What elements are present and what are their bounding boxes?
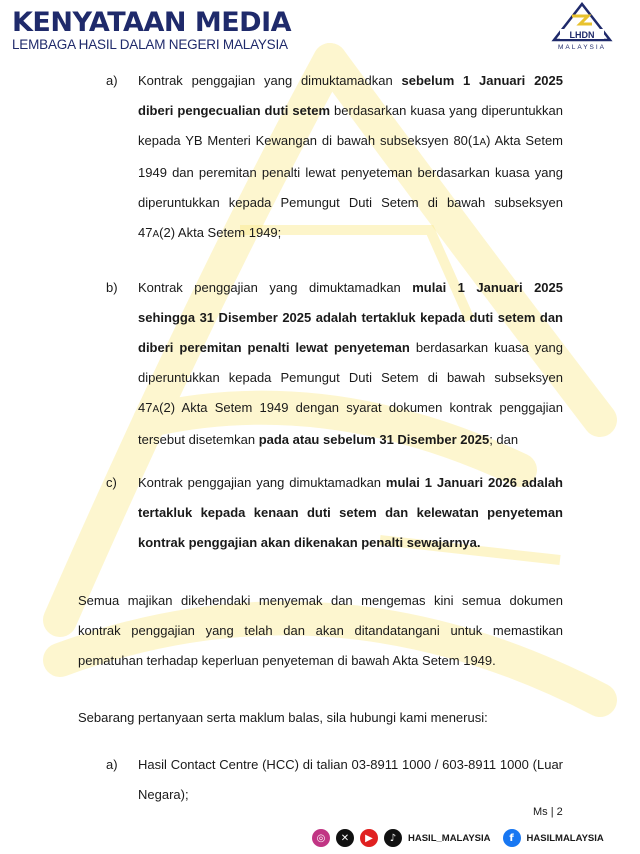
social-footer [312, 826, 604, 850]
instagram-icon[interactable]: ◎ [312, 829, 330, 847]
header-subtitle: LEMBAGA HASIL DALAM NEGERI MALAYSIA [12, 37, 288, 52]
list-marker: a) [106, 73, 118, 88]
list-item-text: Kontrak penggajian yang dimuktamadkan mulai 1 Januari 2026 adalah tertakluk kepada kenaan duti setem dan kelewatan penyeteman kontrak penggajian akan dikenakan penalti sewajarnya. [138, 475, 563, 550]
lhdn-logo [550, 2, 614, 54]
handle-hasil-malaysia[interactable]: HASIL_MALAYSIA [408, 832, 491, 844]
list-item-text: Kontrak penggajian yang dimuktamadkan sebelum 1 Januari 2025 diberi pengecualian duti setem berdasarkan kuasa yang diperuntukkan kepada YB Menteri Kewangan di bawah subseksyen 80(1A) Akta Setem 1949 dan peremitan penalti lewat penyeteman berdasarkan kuasa yang diperuntukkan kepada Pemungut Duti Setem di bawah subseksyen 47A(2) Akta Setem 1949; [138, 73, 564, 240]
list-marker: c) [106, 475, 117, 490]
tiktok-icon[interactable]: ♪ [384, 829, 402, 847]
lhdn-emblem-icon [550, 2, 614, 44]
x-icon[interactable]: ✕ [336, 829, 354, 847]
header [12, 8, 291, 52]
paragraph-contact: Sebarang pertanyaan serta maklum balas, sila hubungi kami menerusi: [78, 710, 488, 725]
paragraph-employers: Semua majikan dikehendaki menyemak dan mengemas kini semua dokumen kontrak penggajian yang telah dan akan ditandatangani untuk memastikan pematuhan terhadap keperluan penyeteman di bawah Akta Setem 1949. [78, 593, 563, 668]
youtube-icon[interactable]: ▶ [360, 829, 378, 847]
list-marker: a) [106, 757, 118, 772]
logo-subtext: MALAYSIA [557, 44, 607, 51]
list-item-text: Kontrak penggajian yang dimuktamadkan mulai 1 Januari 2025 sehingga 31 Disember 2025 adalah tertakluk kepada duti setem dan diberi peremitan penalti lewat penyeteman berdasarkan kuasa yang diperuntukkan kepada Pemungut Duti Setem di bawah subseksyen 47A(2) Akta Setem 1949 dengan syarat dokumen kontrak penggajian tersebut disetemkan pada atau sebelum 31 Disember 2025; dan [138, 280, 563, 447]
list-item-text: Hasil Contact Centre (HCC) di talian 03-8911 1000 / 603-8911 1000 (Luar Negara); [138, 757, 563, 802]
svg-text:LHDN: LHDN [569, 30, 595, 40]
facebook-icon[interactable]: f [503, 829, 521, 847]
handle-hasilmalaysia[interactable]: HASILMALAYSIA [526, 832, 604, 844]
header-title: KENYATAAN MEDIA [12, 7, 292, 38]
page-number: Ms | 2 [533, 806, 563, 818]
list-marker: b) [106, 280, 118, 295]
